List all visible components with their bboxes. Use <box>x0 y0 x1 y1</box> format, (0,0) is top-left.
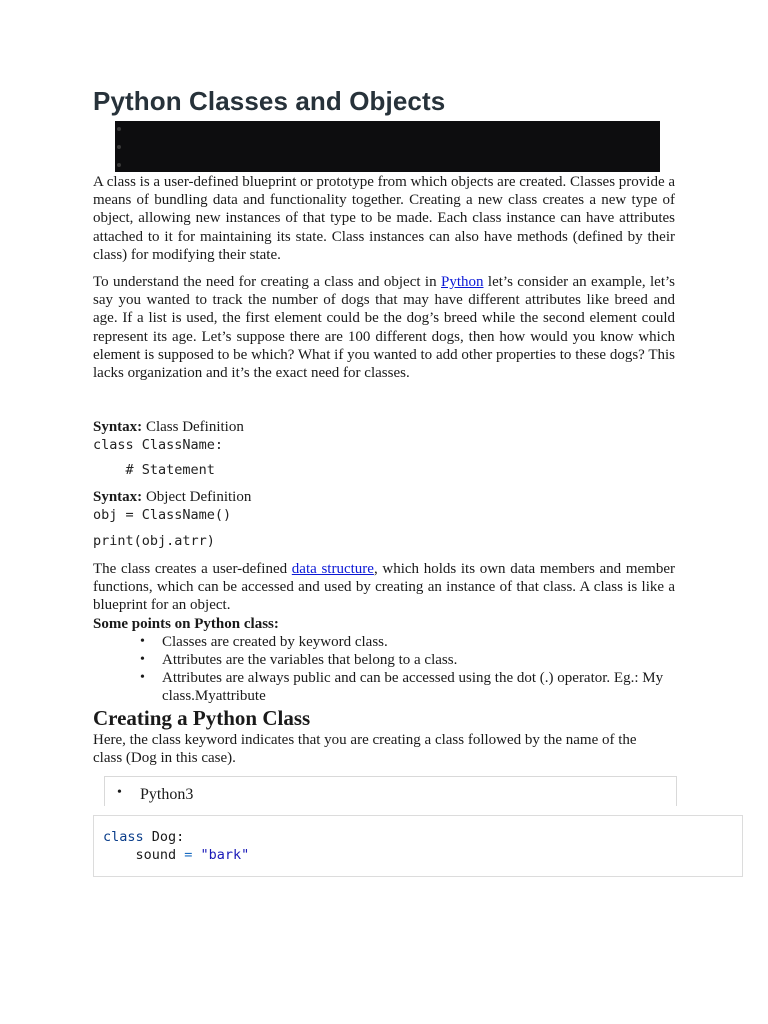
code-line <box>103 846 249 864</box>
intro-paragraph: A class is a user-defined blueprint or prototype from which objects are created. Classes provide a means of bundling data and functionality together. Creating a new class creates a new type of object, allowing new instances of that type to be made. Each class instance can have attributes attached to it for maintaining its state. Class instances can also have methods (defined by their class) for modifying their state. <box>93 174 676 263</box>
section-heading: Creating a Python Class <box>93 706 311 730</box>
code-operator: = <box>176 847 201 863</box>
syntax-object-definition <box>93 488 251 506</box>
code-object-def: obj = ClassName() <box>93 507 232 523</box>
code-line <box>103 828 184 846</box>
code-statement: # Statement <box>93 462 215 478</box>
syntax-text: Class Definition <box>142 419 244 435</box>
tab-label: Python3 <box>140 786 194 803</box>
page-title: Python Classes and Objects <box>93 86 446 116</box>
syntax-class-definition <box>93 418 244 436</box>
list-item: • Classes are created by keyword class. <box>93 633 675 651</box>
text-span: , which holds its own data members and member functions, which can be accessed and used by creating an instance of that class. A class is like a blueprint for an object. <box>93 561 675 614</box>
text-span: let’s consider an example, let’s say you wanted to track the number of dogs that may have different attributes like breed and age. If a list is used, the first element could be the dog’s breed while the second element could represent its age. Let’s suppose there are 100 different dogs, then how would you know which element is supposed to be which? What if you wanted to add other properties to these dogs? This lacks organization and it’s the exact need for classes. <box>93 274 676 382</box>
syntax-text: Object Definition <box>142 489 252 505</box>
syntax-label: Syntax: <box>93 419 143 435</box>
text-span: To understand the need for creating a class and object in <box>93 274 441 290</box>
points-heading: Some points on Python class: <box>93 616 279 632</box>
data-structure-paragraph <box>93 560 675 615</box>
code-block <box>93 815 743 877</box>
data-structure-link[interactable]: data structure <box>291 561 374 577</box>
list-item: • Attributes are the variables that belong to a class. <box>93 651 675 669</box>
redacted-block <box>115 121 660 172</box>
code-string: "bark" <box>200 847 250 863</box>
code-class-def: class ClassName: <box>93 437 224 453</box>
points-list <box>93 633 675 705</box>
syntax-label: Syntax: <box>93 489 143 505</box>
bullet-icon <box>117 127 121 131</box>
language-tab[interactable] <box>104 776 677 806</box>
code-text: sound <box>135 847 177 863</box>
code-text: Dog: <box>143 829 185 845</box>
bullet-icon: • <box>117 785 122 800</box>
text-span: The class creates a user-defined <box>93 561 292 577</box>
need-paragraph <box>93 273 675 382</box>
bullet-icon <box>117 145 121 149</box>
python-link[interactable]: Python <box>441 274 484 290</box>
bullet-icon <box>117 163 121 167</box>
code-keyword: class <box>103 829 144 845</box>
code-indent <box>103 847 136 863</box>
list-item: • Attributes are always public and can be accessed using the dot (.) operator. Eg.: My class.Myattribute <box>93 669 675 705</box>
section-intro: Here, the class keyword indicates that you are creating a class followed by the name of the class (Dog in this case). <box>93 732 637 767</box>
code-print: print(obj.atrr) <box>93 533 215 549</box>
